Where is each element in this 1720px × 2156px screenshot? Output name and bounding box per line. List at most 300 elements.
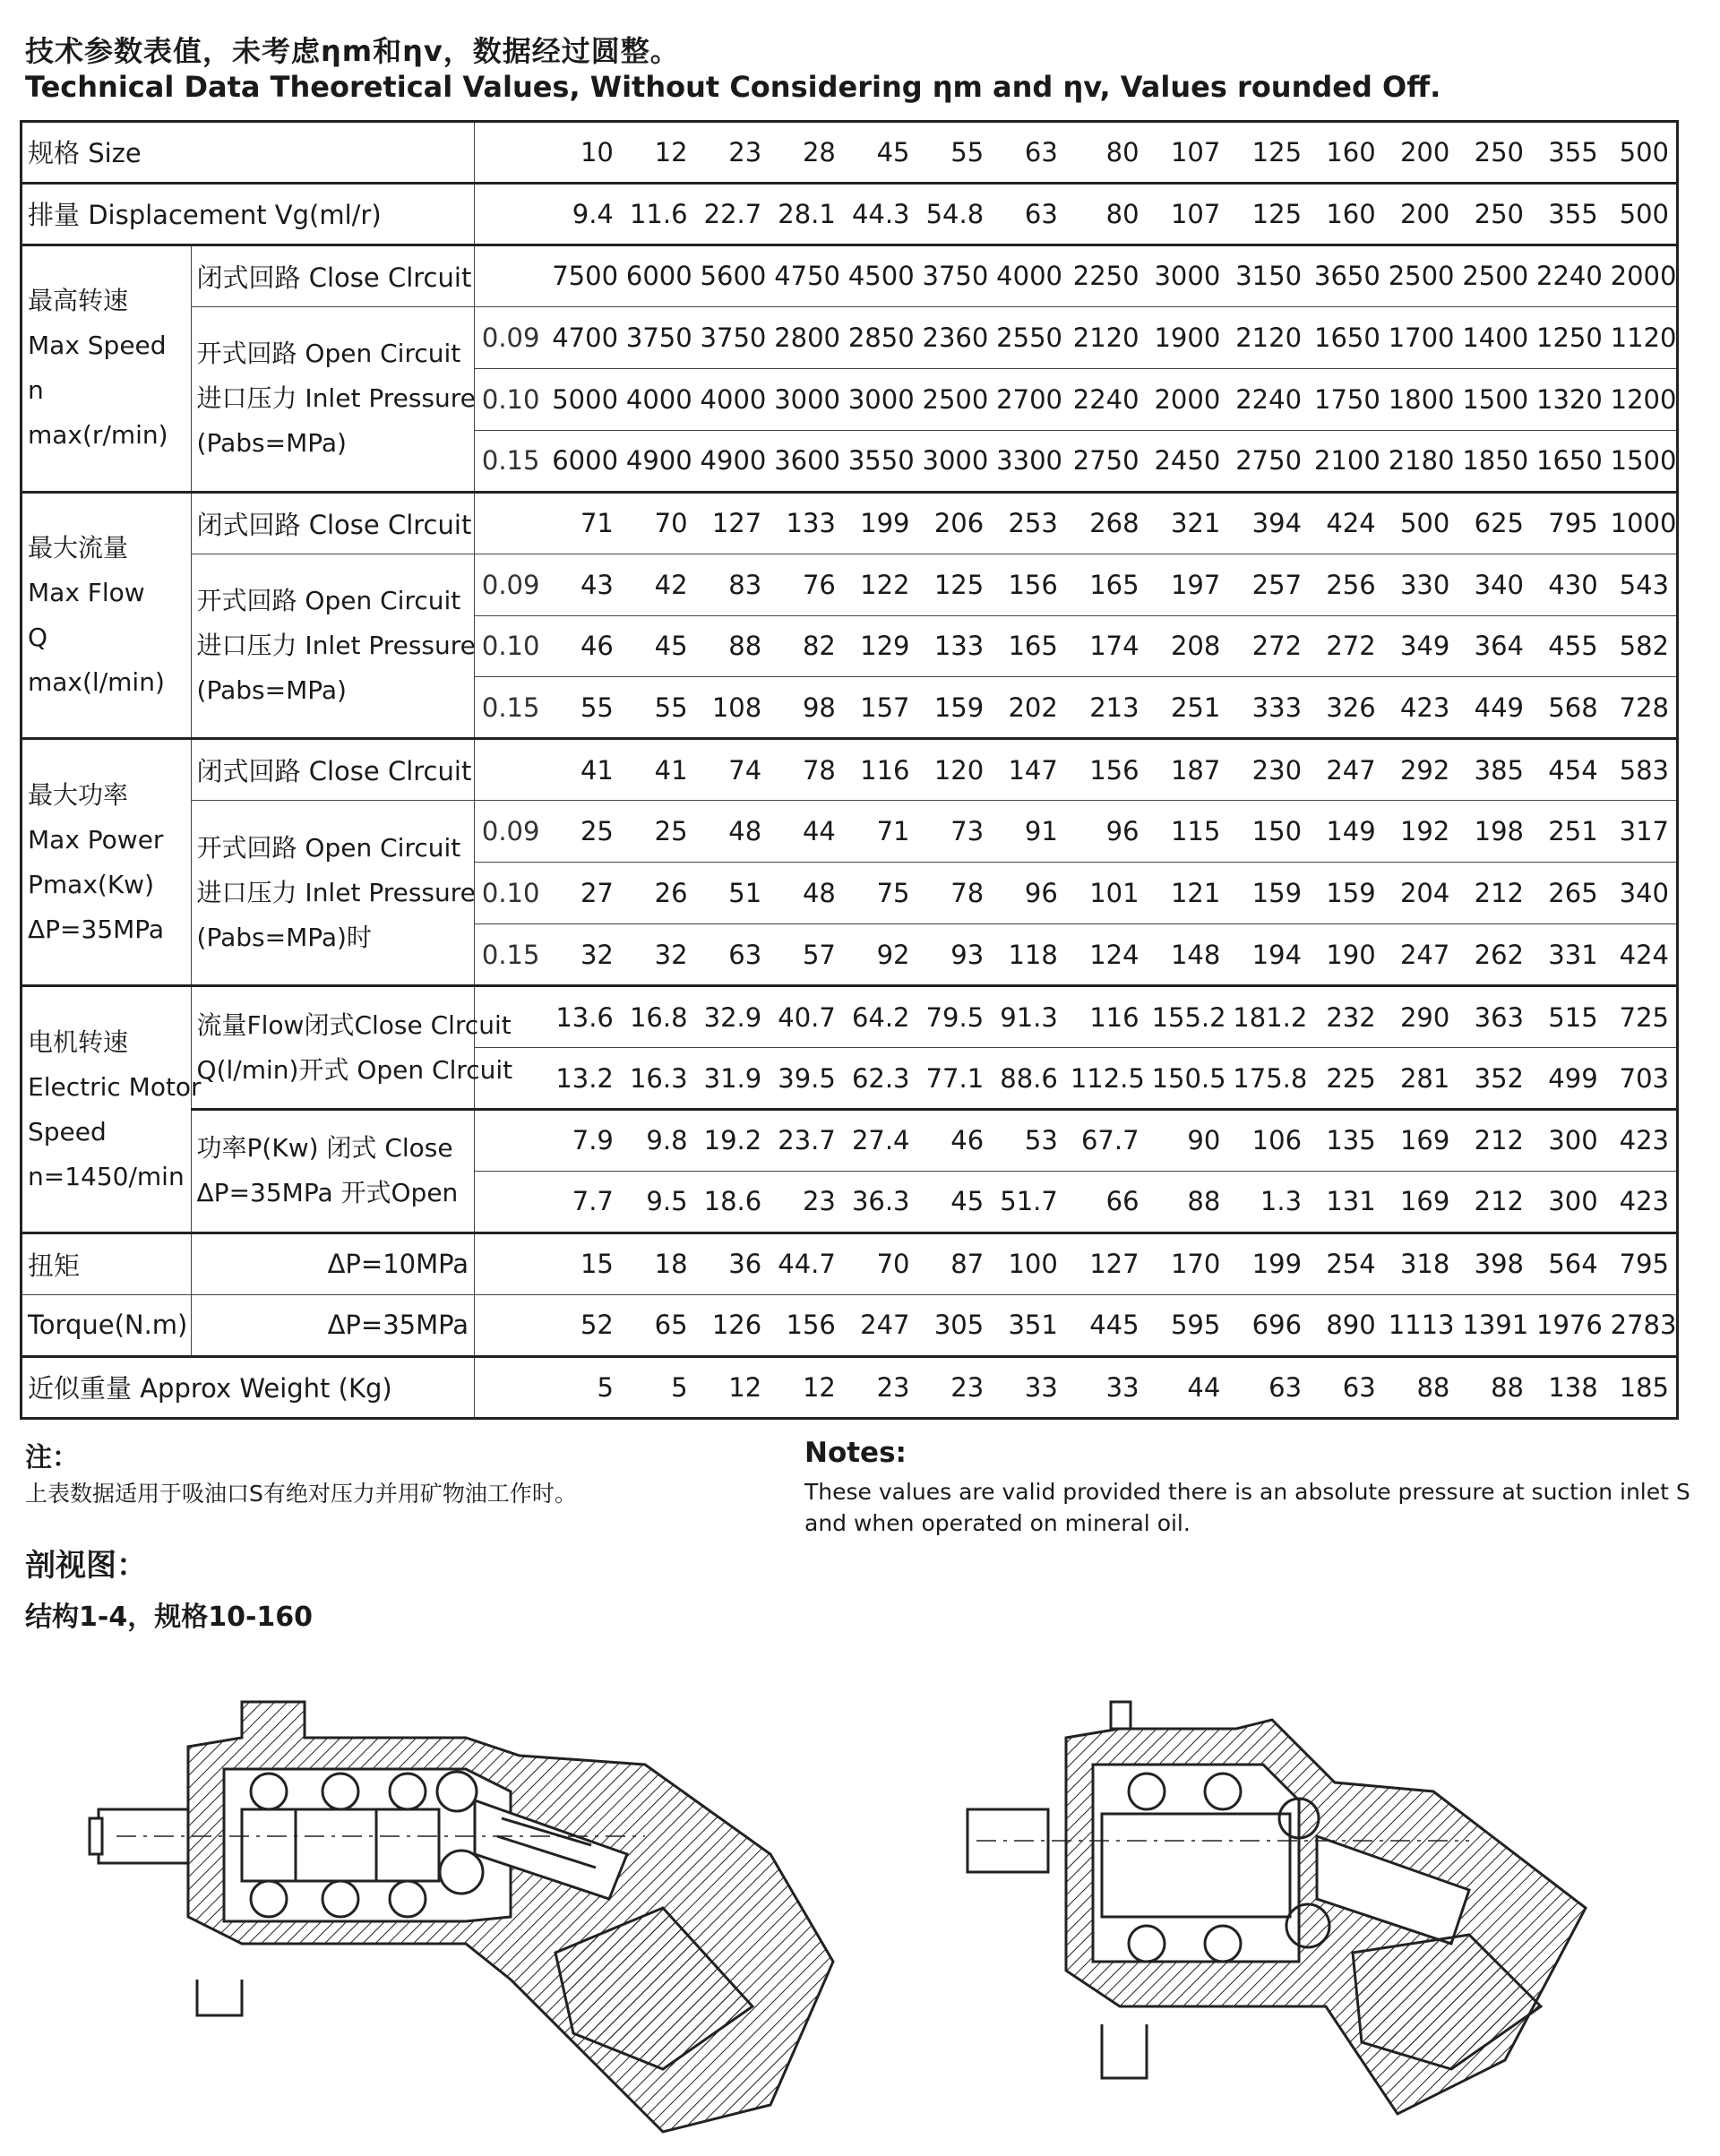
table-cell: 138 [1531, 1356, 1605, 1418]
table-cell: 1000 [1605, 492, 1678, 554]
table-cell: 272 [1309, 615, 1383, 677]
table-cell: 256 [1309, 554, 1383, 615]
table-cell: 36 [695, 1233, 770, 1294]
table-cell: 27.4 [843, 1110, 917, 1172]
open-circuit-label-line: 开式回路 Open Circuit [196, 585, 461, 615]
table-cell: 364 [1457, 615, 1531, 677]
table-cell: 9.4 [546, 183, 621, 245]
blank-cell [475, 1233, 547, 1294]
table-cell: 71 [546, 492, 621, 554]
blank-cell [475, 245, 547, 306]
table-cell: 25 [546, 801, 621, 863]
table-cell: 131 [1309, 1171, 1383, 1233]
table-cell: 3000 [917, 430, 992, 492]
table-cell: 185 [1605, 1356, 1678, 1418]
group-label-line: 最大功率 [28, 779, 129, 810]
table-cell: 157 [843, 677, 917, 739]
table-cell: 1113 [1383, 1294, 1458, 1356]
table-cell: 265 [1531, 863, 1605, 924]
table-cell: 703 [1605, 1048, 1678, 1110]
group-label-line: Speed [28, 1116, 107, 1147]
table-cell: 355 [1531, 183, 1605, 245]
table-cell: 1400 [1457, 306, 1531, 368]
table-cell: 175.8 [1227, 1048, 1309, 1110]
table-cell: 1900 [1147, 306, 1228, 368]
table-row [22, 245, 1678, 306]
table-cell: 2240 [1531, 245, 1605, 306]
table-cell: 257 [1227, 554, 1309, 615]
table-cell: 2360 [917, 306, 992, 368]
table-cell: 4750 [769, 245, 843, 306]
table-cell: 247 [1309, 739, 1383, 801]
table-cell: 3300 [991, 430, 1065, 492]
table-cell: 159 [1227, 863, 1309, 924]
blank-cell [475, 1110, 547, 1172]
table-cell: 181.2 [1227, 986, 1309, 1048]
table-cell: 394 [1227, 492, 1309, 554]
table-cell: 232 [1309, 986, 1383, 1048]
table-cell: 725 [1605, 986, 1678, 1048]
table-cell: 57 [769, 924, 843, 986]
table-cell: 1.3 [1227, 1171, 1309, 1233]
table-cell: 200 [1383, 183, 1458, 245]
table-cell: 91 [991, 801, 1065, 863]
table-cell: 100 [991, 1233, 1065, 1294]
table-cell: 7.9 [546, 1110, 621, 1172]
table-cell: 76 [769, 554, 843, 615]
table-cell: 156 [1065, 739, 1147, 801]
table-cell: 88 [695, 615, 770, 677]
table-cell: 51 [695, 863, 770, 924]
table-cell: 2180 [1383, 430, 1458, 492]
table-cell: 129 [843, 615, 917, 677]
table-cell: 3000 [1147, 245, 1228, 306]
table-cell: 106 [1227, 1110, 1309, 1172]
table-cell: 212 [1457, 863, 1531, 924]
table-cell: 13.2 [546, 1048, 621, 1110]
table-cell: 2500 [1457, 245, 1531, 306]
table-cell: 88.6 [991, 1048, 1065, 1110]
group-label-max-speed [22, 245, 192, 492]
group-label-line: 最高转速 [28, 286, 129, 316]
table-cell: 582 [1605, 615, 1678, 677]
table-cell: 445 [1065, 1294, 1147, 1356]
table-row [22, 739, 1678, 801]
table-cell: 133 [917, 615, 992, 677]
table-cell: 71 [843, 801, 917, 863]
table-cell: 250 [1457, 122, 1531, 184]
table-cell: 160 [1309, 122, 1383, 184]
table-cell: 125 [917, 554, 992, 615]
table-cell: 126 [695, 1294, 770, 1356]
table-cell: 230 [1227, 739, 1309, 801]
table-cell: 1650 [1309, 306, 1383, 368]
table-cell: 696 [1227, 1294, 1309, 1356]
table-cell: 127 [695, 492, 770, 554]
table-cell: 32 [621, 924, 695, 986]
table-cell: 28 [769, 122, 843, 184]
table-cell: 1750 [1309, 368, 1383, 430]
table-cell: 355 [1531, 122, 1605, 184]
notes-text-cn: 上表数据适用于吸油口S有绝对压力并用矿物油工作时。 [25, 1481, 577, 1507]
table-cell: 340 [1605, 863, 1678, 924]
table-cell: 2750 [1065, 430, 1147, 492]
table-cell: 2120 [1065, 306, 1147, 368]
table-cell: 326 [1309, 677, 1383, 739]
table-cell: 124 [1065, 924, 1147, 986]
group-label-line: 最大流量 [28, 533, 129, 563]
table-cell: 1700 [1383, 306, 1458, 368]
table-cell: 292 [1383, 739, 1458, 801]
table-cell: 32 [546, 924, 621, 986]
table-cell: 455 [1531, 615, 1605, 677]
table-cell: 568 [1531, 677, 1605, 739]
group-label-line: n=1450/min [28, 1161, 185, 1191]
table-cell: 12 [695, 1356, 770, 1418]
table-cell: 1500 [1457, 368, 1531, 430]
group-label-line: n [28, 375, 44, 406]
table-cell: 2000 [1605, 245, 1678, 306]
table-cell: 63 [1309, 1356, 1383, 1418]
table-cell: 449 [1457, 677, 1531, 739]
pump-section-drawing-left [90, 1684, 878, 2141]
table-cell: 4000 [991, 245, 1065, 306]
inlet-pressure-value: 0.09 [475, 801, 547, 863]
table-cell: 135 [1309, 1110, 1383, 1172]
inlet-pressure-value: 0.10 [475, 863, 547, 924]
table-cell: 10 [546, 122, 621, 184]
table-cell: 595 [1147, 1294, 1228, 1356]
table-cell: 55 [917, 122, 992, 184]
table-cell: 12 [769, 1356, 843, 1418]
table-cell: 199 [843, 492, 917, 554]
table-row [22, 1294, 1678, 1356]
table-cell: 500 [1605, 183, 1678, 245]
table-cell: 206 [917, 492, 992, 554]
table-cell: 147 [991, 739, 1065, 801]
group-label-max-power [22, 739, 192, 986]
table-row [22, 122, 1678, 184]
table-cell: 2000 [1147, 368, 1228, 430]
table-cell: 5600 [695, 245, 770, 306]
table-cell: 305 [917, 1294, 992, 1356]
torque-dp-10: ΔP=10MPa [191, 1233, 475, 1294]
table-cell: 23 [843, 1356, 917, 1418]
blank-cell [475, 739, 547, 801]
table-cell: 36.3 [843, 1171, 917, 1233]
table-row [22, 1233, 1678, 1294]
table-cell: 43 [546, 554, 621, 615]
table-cell: 187 [1147, 739, 1228, 801]
table-cell: 795 [1605, 1233, 1678, 1294]
table-cell: 91.3 [991, 986, 1065, 1048]
table-cell: 82 [769, 615, 843, 677]
close-circuit-label: 闭式回路 Close Clrcuit [191, 492, 475, 554]
notes-heading-cn: 注： [25, 1442, 79, 1473]
notes-text-en: These values are valid provided there is an absolute pressure at suction inlet S and when operated on mineral oil. [804, 1479, 1690, 1536]
table-cell: 55 [546, 677, 621, 739]
table-cell: 1200 [1605, 368, 1678, 430]
table-cell: 1500 [1605, 430, 1678, 492]
table-cell: 44 [769, 801, 843, 863]
table-cell: 3000 [843, 368, 917, 430]
inlet-pressure-value: 0.09 [475, 306, 547, 368]
table-cell: 251 [1531, 801, 1605, 863]
table-cell: 385 [1457, 739, 1531, 801]
torque-label-cn: 扭矩 [22, 1233, 192, 1294]
table-cell: 116 [1065, 986, 1147, 1048]
table-cell: 2500 [1383, 245, 1458, 306]
table-cell: 150 [1227, 801, 1309, 863]
table-cell: 33 [991, 1356, 1065, 1418]
table-cell: 4000 [695, 368, 770, 430]
table-cell: 349 [1383, 615, 1458, 677]
table-cell: 155.2 [1147, 986, 1228, 1048]
table-cell: 4000 [621, 368, 695, 430]
table-cell: 23 [695, 122, 770, 184]
table-cell: 27 [546, 863, 621, 924]
table-cell: 198 [1457, 801, 1531, 863]
table-cell: 156 [991, 554, 1065, 615]
group-label-line: Max Power [28, 824, 164, 855]
pump-section-drawing-right [968, 1702, 1595, 2132]
group-label-line: Q [28, 623, 48, 652]
table-cell: 26 [621, 863, 695, 924]
table-cell: 80 [1065, 122, 1147, 184]
table-cell: 55 [621, 677, 695, 739]
table-cell: 7500 [546, 245, 621, 306]
table-cell: 2250 [1065, 245, 1147, 306]
table-cell: 6000 [546, 430, 621, 492]
table-cell: 2240 [1227, 368, 1309, 430]
table-cell: 112.5 [1065, 1048, 1147, 1110]
table-cell: 16.8 [621, 986, 695, 1048]
table-cell: 15 [546, 1233, 621, 1294]
table-cell: 423 [1383, 677, 1458, 739]
table-cell: 318 [1383, 1233, 1458, 1294]
blank-cell [475, 492, 547, 554]
table-cell: 159 [917, 677, 992, 739]
table-cell: 3650 [1309, 245, 1383, 306]
table-cell: 500 [1383, 492, 1458, 554]
table-row [22, 554, 1678, 615]
table-cell: 2550 [991, 306, 1065, 368]
table-cell: 202 [991, 677, 1065, 739]
group-label-line: Max Flow [28, 578, 145, 607]
table-cell: 70 [621, 492, 695, 554]
table-cell: 41 [621, 739, 695, 801]
open-circuit-label-line: (Pabs=MPa) [196, 428, 347, 459]
table-cell: 120 [917, 739, 992, 801]
blank-cell [475, 1294, 547, 1356]
table-cell: 247 [843, 1294, 917, 1356]
group-label-line: Electric Motor [28, 1071, 202, 1102]
table-cell: 1391 [1457, 1294, 1531, 1356]
group-label-line: Pmax(Kw) [28, 869, 154, 899]
table-cell: 2700 [991, 368, 1065, 430]
table-cell: 1800 [1383, 368, 1458, 430]
table-cell: 272 [1227, 615, 1309, 677]
table-row [22, 492, 1678, 554]
table-row [22, 801, 1678, 863]
table-cell: 423 [1605, 1110, 1678, 1172]
table-cell: 250 [1457, 183, 1531, 245]
group-label-max-flow [22, 492, 192, 739]
inlet-pressure-value: 0.15 [475, 430, 547, 492]
table-cell: 78 [917, 863, 992, 924]
table-cell: 160 [1309, 183, 1383, 245]
table-cell: 330 [1383, 554, 1458, 615]
table-cell: 351 [991, 1294, 1065, 1356]
open-circuit-label-line: 开式回路 Open Circuit [196, 832, 461, 863]
table-cell: 3600 [769, 430, 843, 492]
table-cell: 40.7 [769, 986, 843, 1048]
table-cell: 2850 [843, 306, 917, 368]
open-circuit-label-line: (Pabs=MPa)时 [196, 922, 372, 952]
table-cell: 2240 [1065, 368, 1147, 430]
table-cell: 1320 [1531, 368, 1605, 430]
table-row [22, 1110, 1678, 1172]
table-cell: 4900 [695, 430, 770, 492]
table-cell: 190 [1309, 924, 1383, 986]
table-cell: 424 [1309, 492, 1383, 554]
blank-cell [475, 1171, 547, 1233]
page-title-cn: 技术参数表值，未考虑ηm和ηv，数据经过圆整。 [25, 34, 680, 68]
table-cell: 13.6 [546, 986, 621, 1048]
table-cell: 63 [991, 183, 1065, 245]
table-cell: 32.9 [695, 986, 770, 1048]
table-cell: 125 [1227, 183, 1309, 245]
table-cell: 107 [1147, 183, 1228, 245]
blank-cell [475, 122, 547, 184]
table-cell: 499 [1531, 1048, 1605, 1110]
table-cell: 208 [1147, 615, 1228, 677]
table-cell: 321 [1147, 492, 1228, 554]
table-cell: 66 [1065, 1171, 1147, 1233]
table-cell: 268 [1065, 492, 1147, 554]
table-cell: 1976 [1531, 1294, 1605, 1356]
table-cell: 28.1 [769, 183, 843, 245]
table-cell: 262 [1457, 924, 1531, 986]
open-circuit-label-line: 进口压力 Inlet Pressure [196, 383, 476, 414]
table-cell: 18 [621, 1233, 695, 1294]
inlet-pressure-value: 0.09 [475, 554, 547, 615]
table-cell: 281 [1383, 1048, 1458, 1110]
table-cell: 39.5 [769, 1048, 843, 1110]
table-row [22, 306, 1678, 368]
table-cell: 3150 [1227, 245, 1309, 306]
table-row [22, 183, 1678, 245]
table-cell: 73 [917, 801, 992, 863]
table-row [22, 1356, 1678, 1418]
table-cell: 122 [843, 554, 917, 615]
table-cell: 247 [1383, 924, 1458, 986]
table-cell: 200 [1383, 122, 1458, 184]
notes-heading-en: Notes: [804, 1437, 907, 1469]
table-cell: 65 [621, 1294, 695, 1356]
table-cell: 149 [1309, 801, 1383, 863]
table-cell: 9.5 [621, 1171, 695, 1233]
table-cell: 63 [991, 122, 1065, 184]
table-cell: 156 [769, 1294, 843, 1356]
table-cell: 44.7 [769, 1233, 843, 1294]
table-cell: 290 [1383, 986, 1458, 1048]
table-cell: 11.6 [621, 183, 695, 245]
table-cell: 199 [1227, 1233, 1309, 1294]
table-cell: 46 [917, 1110, 992, 1172]
open-circuit-label-line: 开式回路 Open Circuit [196, 339, 461, 369]
table-cell: 363 [1457, 986, 1531, 1048]
table-cell: 340 [1457, 554, 1531, 615]
open-circuit-label-line: 进口压力 Inlet Pressure [196, 630, 476, 660]
table-cell: 23 [917, 1356, 992, 1418]
table-cell: 2100 [1309, 430, 1383, 492]
table-cell: 18.6 [695, 1171, 770, 1233]
table-cell: 88 [1383, 1356, 1458, 1418]
table-cell: 31.9 [695, 1048, 770, 1110]
table-cell: 212 [1457, 1110, 1531, 1172]
table-cell: 45 [843, 122, 917, 184]
table-cell: 165 [991, 615, 1065, 677]
technical-data-table [20, 120, 1679, 1420]
table-cell: 44 [1147, 1356, 1228, 1418]
open-circuit-label [191, 554, 475, 739]
table-cell: 3000 [769, 368, 843, 430]
table-cell: 192 [1383, 801, 1458, 863]
table-cell: 67.7 [1065, 1110, 1147, 1172]
table-cell: 115 [1147, 801, 1228, 863]
table-cell: 625 [1457, 492, 1531, 554]
table-row [22, 986, 1678, 1048]
table-cell: 225 [1309, 1048, 1383, 1110]
table-cell: 121 [1147, 863, 1228, 924]
group-label-line: Max Speed [28, 331, 167, 361]
table-cell: 6000 [621, 245, 695, 306]
table-cell: 4700 [546, 306, 621, 368]
table-cell: 96 [1065, 801, 1147, 863]
torque-label-en: Torque(N.m) [22, 1294, 192, 1356]
table-cell: 93 [917, 924, 992, 986]
table-cell: 194 [1227, 924, 1309, 986]
table-cell: 2120 [1227, 306, 1309, 368]
table-cell: 300 [1531, 1110, 1605, 1172]
table-cell: 98 [769, 677, 843, 739]
group-label-line: max(l/min) [28, 667, 165, 697]
table-cell: 454 [1531, 739, 1605, 801]
table-cell: 79.5 [917, 986, 992, 1048]
table-cell: 430 [1531, 554, 1605, 615]
table-cell: 22.7 [695, 183, 770, 245]
row-label-weight: 近似重量 Approx Weight (Kg) [22, 1356, 475, 1418]
table-cell: 51.7 [991, 1171, 1065, 1233]
table-cell: 90 [1147, 1110, 1228, 1172]
table-cell: 83 [695, 554, 770, 615]
table-cell: 564 [1531, 1233, 1605, 1294]
table-cell: 352 [1457, 1048, 1531, 1110]
open-circuit-label-line: (Pabs=MPa) [196, 674, 347, 705]
blank-cell [475, 1356, 547, 1418]
table-cell: 2450 [1147, 430, 1228, 492]
group-label-line: ΔP=35MPa [28, 914, 165, 944]
table-cell: 63 [1227, 1356, 1309, 1418]
table-cell: 116 [843, 739, 917, 801]
table-cell: 398 [1457, 1233, 1531, 1294]
table-cell: 2750 [1227, 430, 1309, 492]
table-cell: 300 [1531, 1171, 1605, 1233]
table-cell: 423 [1605, 1171, 1678, 1233]
row-label-size: 规格 Size [22, 122, 475, 184]
table-cell: 424 [1605, 924, 1678, 986]
